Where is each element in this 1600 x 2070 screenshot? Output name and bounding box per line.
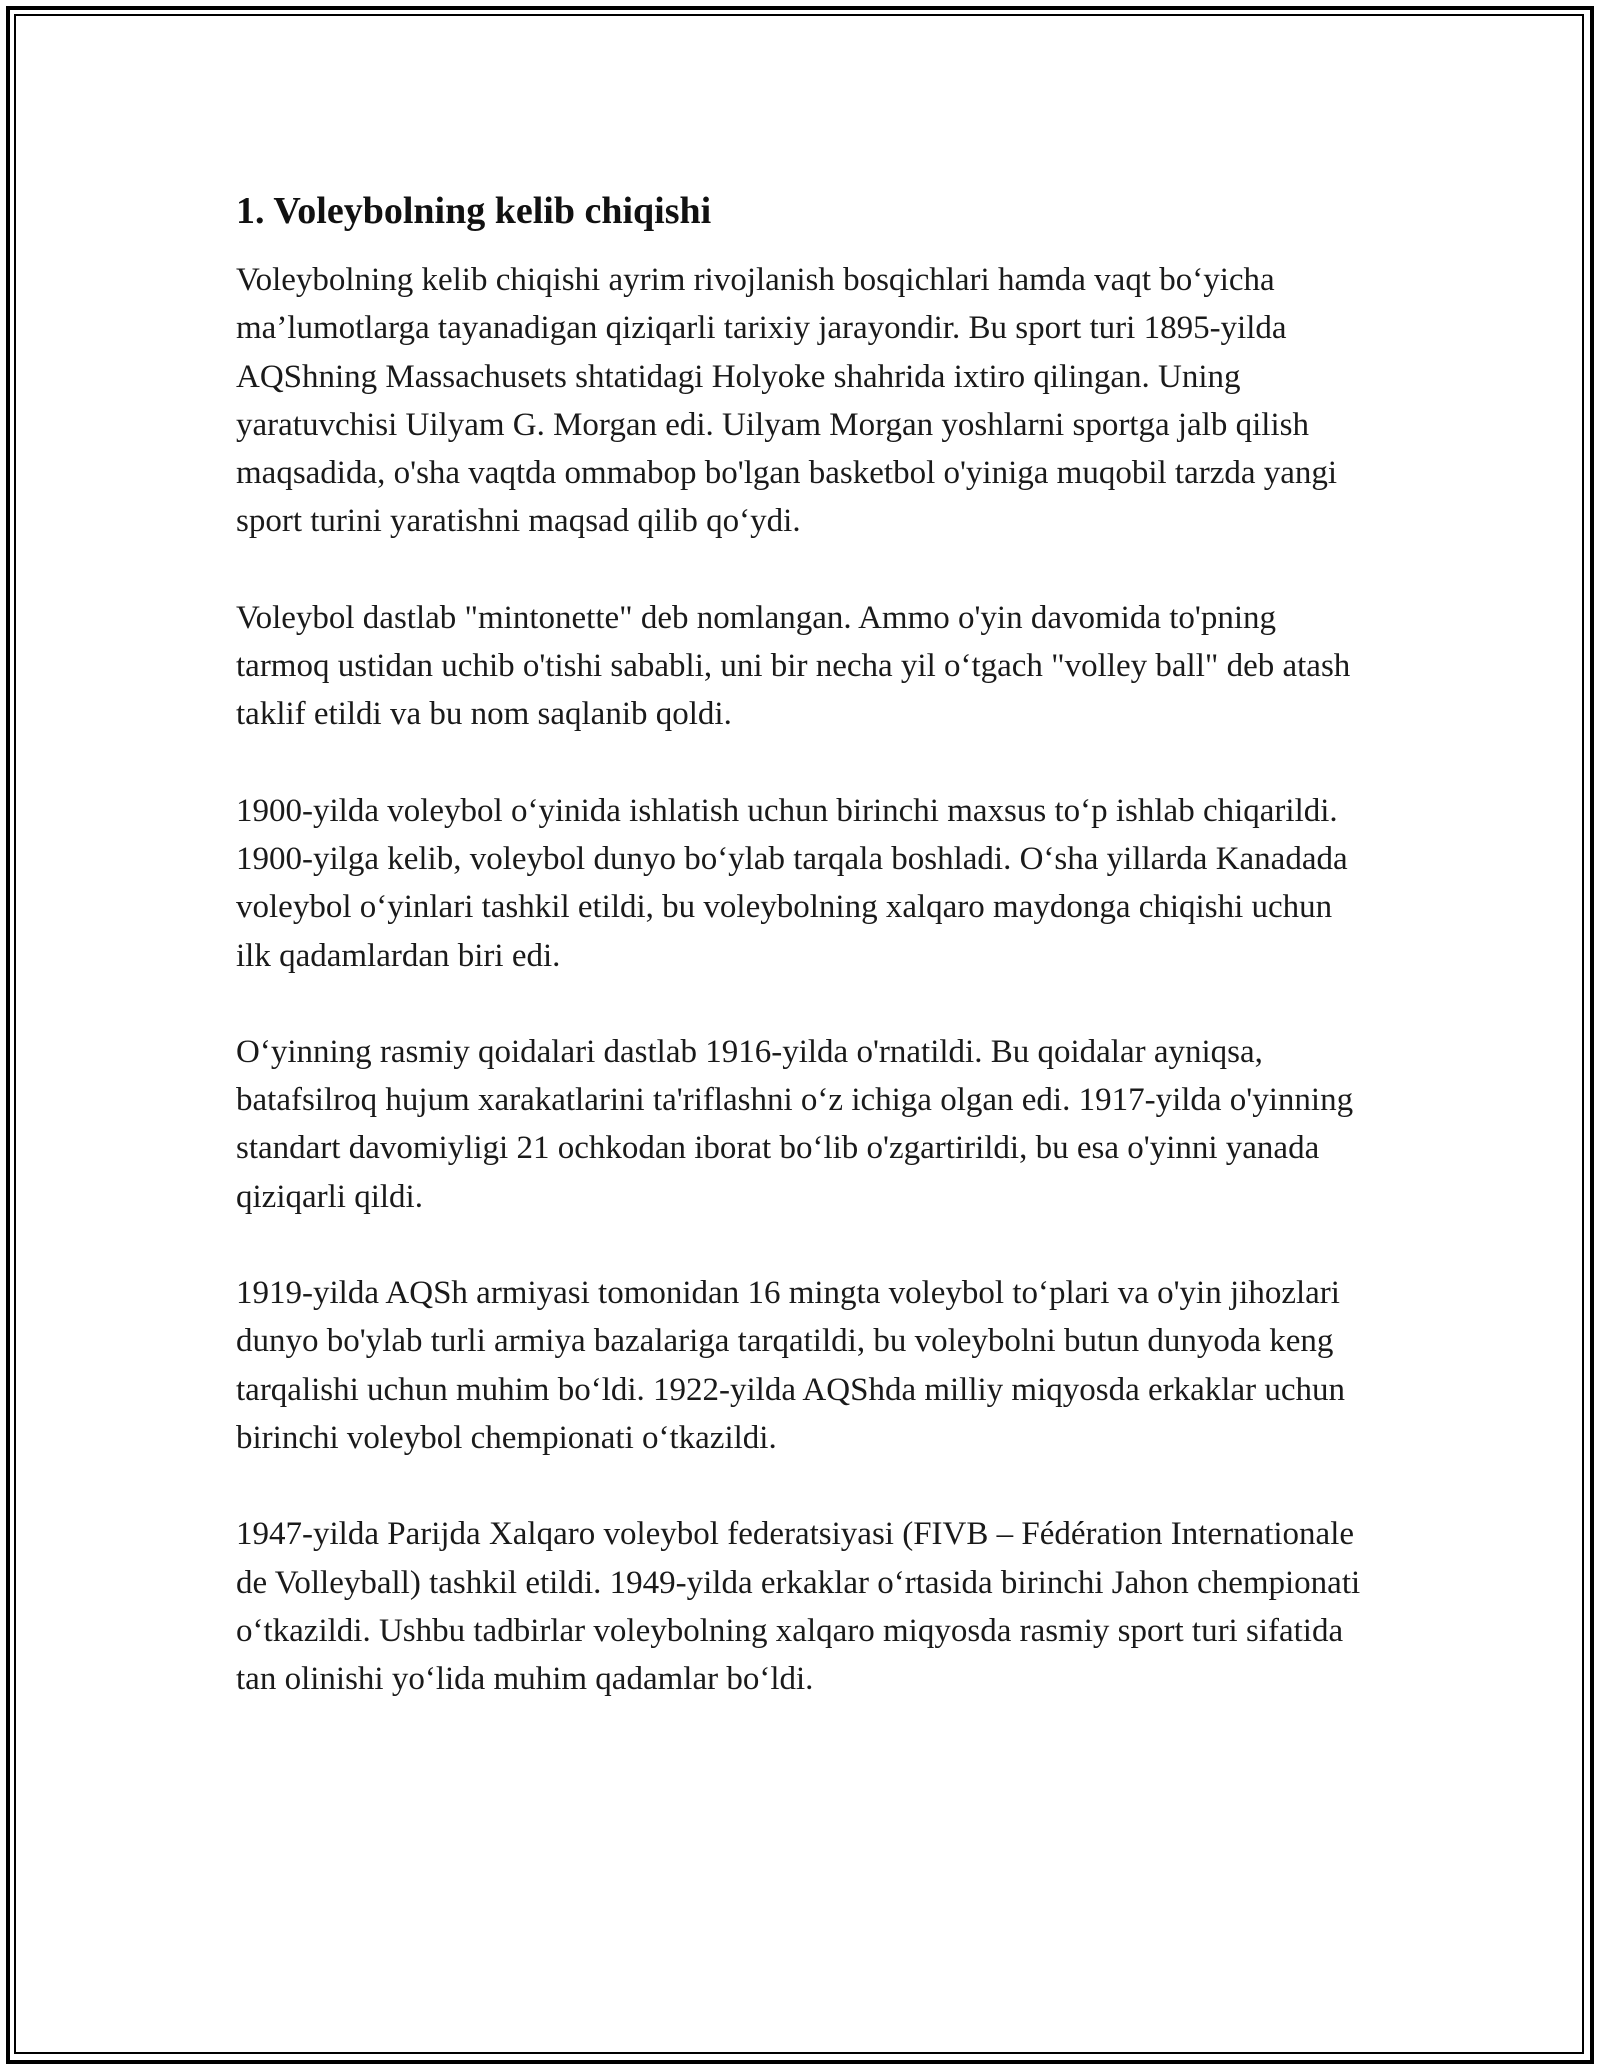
paragraph-fivb: 1947-yilda Parijda Xalqaro voleybol federatsiyasi (FIVB – Fédération Internationale de Volleyball) tashkil etildi. 1949-yilda erkaklar o‘rtasida birinchi Jahon chempionati o‘tkazildi. Ushbu tadbirlar voleybolning xalqaro miqyosda rasmiy sport turi sifatida tan olinishi yo‘lida muhim qadamlar bo‘ldi. [236, 1516, 1361, 1698]
paragraph-naming: Voleybol dastlab "mintonette" deb nomlangan. Ammo o'yin davomida to'pning tarmoq ustidan uchib o'tishi sababli, uni bir necha yil o‘tgach "volley ball" deb atash taklif etildi va bu nom saqlanib qoldi. [236, 599, 1351, 733]
paragraph-origin: Voleybolning kelib chiqishi ayrim rivojlanish bosqichlari hamda vaqt bo‘yicha ma’lumotlarga tayanadigan qiziqarli tarixiy jarayondir. Bu sport turi 1895-yilda AQShning Massachusets shtatidagi Holyoke shahrida ixtiro qilingan. Uning yaratuvchisi Uilyam G. Morgan edi. Uilyam Morgan yoshlarni sportga jalb qilish maqsadida, o'sha vaqtda ommabop bo'lgan basketbol o'yiniga muqobil tarzda yangi sport turini yaratishni maqsad qilib qo‘ydi. [236, 262, 1338, 540]
section-heading: 1. Voleybolning kelib chiqishi [236, 190, 712, 232]
paragraph-rules: O‘yinning rasmiy qoidalari dastlab 1916-yilda o'rnatildi. Bu qoidalar ayniqsa, batafsilroq hujum xarakatlarini ta'riflashni o‘z ichiga olgan edi. 1917-yilda o'yinning standart davomiyligi 21 ochkodan iborat bo‘lib o'zgartirildi, bu esa o'yinni yanada qiziqarli qildi. [236, 1033, 1354, 1215]
paragraph-1919: 1919-yilda AQSh armiyasi tomonidan 16 mingta voleybol to‘plari va o'yin jihozlari dunyo bo'ylab turli armiya bazalariga tarqatildi, bu voleybolni butun dunyoda keng tarqalishi uchun muhim bo‘ldi. 1922-yilda AQShda milliy miqyosda erkaklar uchun birinchi voleybol chempionati o‘tkazildi. [236, 1275, 1345, 1456]
document-body [236, 186, 1366, 1751]
paragraph-1900: 1900-yilda voleybol o‘yinida ishlatish uchun birinchi maxsus to‘p ishlab chiqarildi. 1900-yilga kelib, voleybol dunyo bo‘ylab tarqala boshladi. O‘sha yillarda Kanadada voleybol o‘yinlari tashkil etildi, bu voleybolning xalqaro maydonga chiqishi uchun ilk qadamlardan biri edi. [236, 792, 1348, 974]
